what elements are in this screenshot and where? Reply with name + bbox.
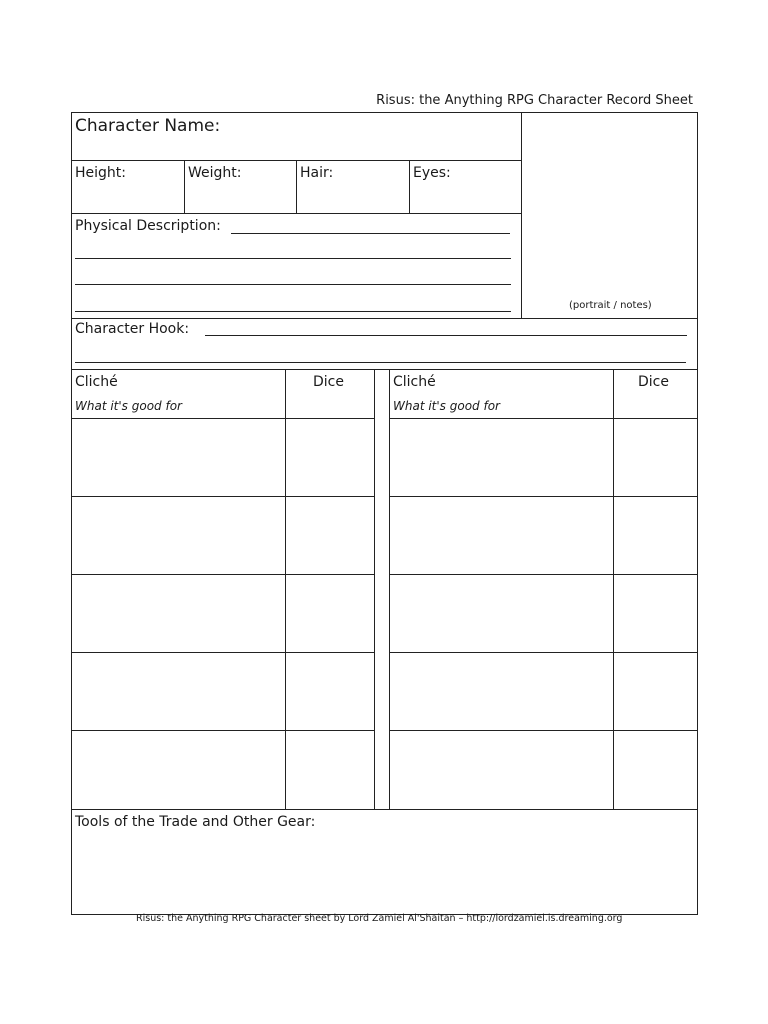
right-table-left-edge [389, 369, 390, 809]
right-row-line-1 [389, 418, 698, 419]
left-row-line-4 [71, 652, 375, 653]
character-hook-label: Character Hook: [75, 321, 190, 337]
footer-credit: Risus: the Anything RPG Character sheet by Lord Zamiel Al'Shaitan – http://lordzamiel.is.dreaming.org [136, 913, 623, 924]
hook-line-1 [205, 335, 687, 336]
left-cliche-header: Cliché [75, 374, 118, 390]
left-row-line-3 [71, 574, 375, 575]
right-row-line-3 [389, 574, 698, 575]
sheet-title: Risus: the Anything RPG Character Record Sheet [376, 93, 693, 108]
left-dice-divider [285, 369, 286, 809]
left-dice-header: Dice [313, 374, 344, 390]
left-good-for-header: What it's good for [75, 399, 182, 413]
cliche-table-bottom [71, 809, 698, 810]
height-label: Height: [75, 165, 126, 181]
left-row-line-1 [71, 418, 375, 419]
weight-hair-divider [296, 160, 297, 213]
attributes-row-bottom [71, 213, 521, 214]
right-cliche-header: Cliché [393, 374, 436, 390]
hair-label: Hair: [300, 165, 334, 181]
eyes-label: Eyes: [413, 165, 451, 181]
right-good-for-header: What it's good for [393, 399, 500, 413]
height-weight-divider [184, 160, 185, 213]
portrait-divider [521, 112, 522, 318]
physical-line-2 [75, 258, 511, 259]
physical-line-1 [231, 233, 510, 234]
right-dice-divider [613, 369, 614, 809]
identity-section-bottom [71, 318, 698, 319]
right-dice-header: Dice [638, 374, 669, 390]
right-row-line-5 [389, 730, 698, 731]
hair-eyes-divider [409, 160, 410, 213]
physical-line-3 [75, 284, 511, 285]
left-row-line-2 [71, 496, 375, 497]
right-row-line-4 [389, 652, 698, 653]
hook-line-2 [75, 362, 686, 363]
right-row-line-2 [389, 496, 698, 497]
character-name-label: Character Name: [75, 116, 221, 136]
portrait-label: (portrait / notes) [569, 300, 652, 311]
physical-description-label: Physical Description: [75, 218, 221, 234]
weight-label: Weight: [188, 165, 242, 181]
gear-label: Tools of the Trade and Other Gear: [75, 814, 316, 830]
left-row-line-5 [71, 730, 375, 731]
hook-section-bottom [71, 369, 698, 370]
left-table-right-edge [374, 369, 375, 809]
physical-line-4 [75, 311, 511, 312]
